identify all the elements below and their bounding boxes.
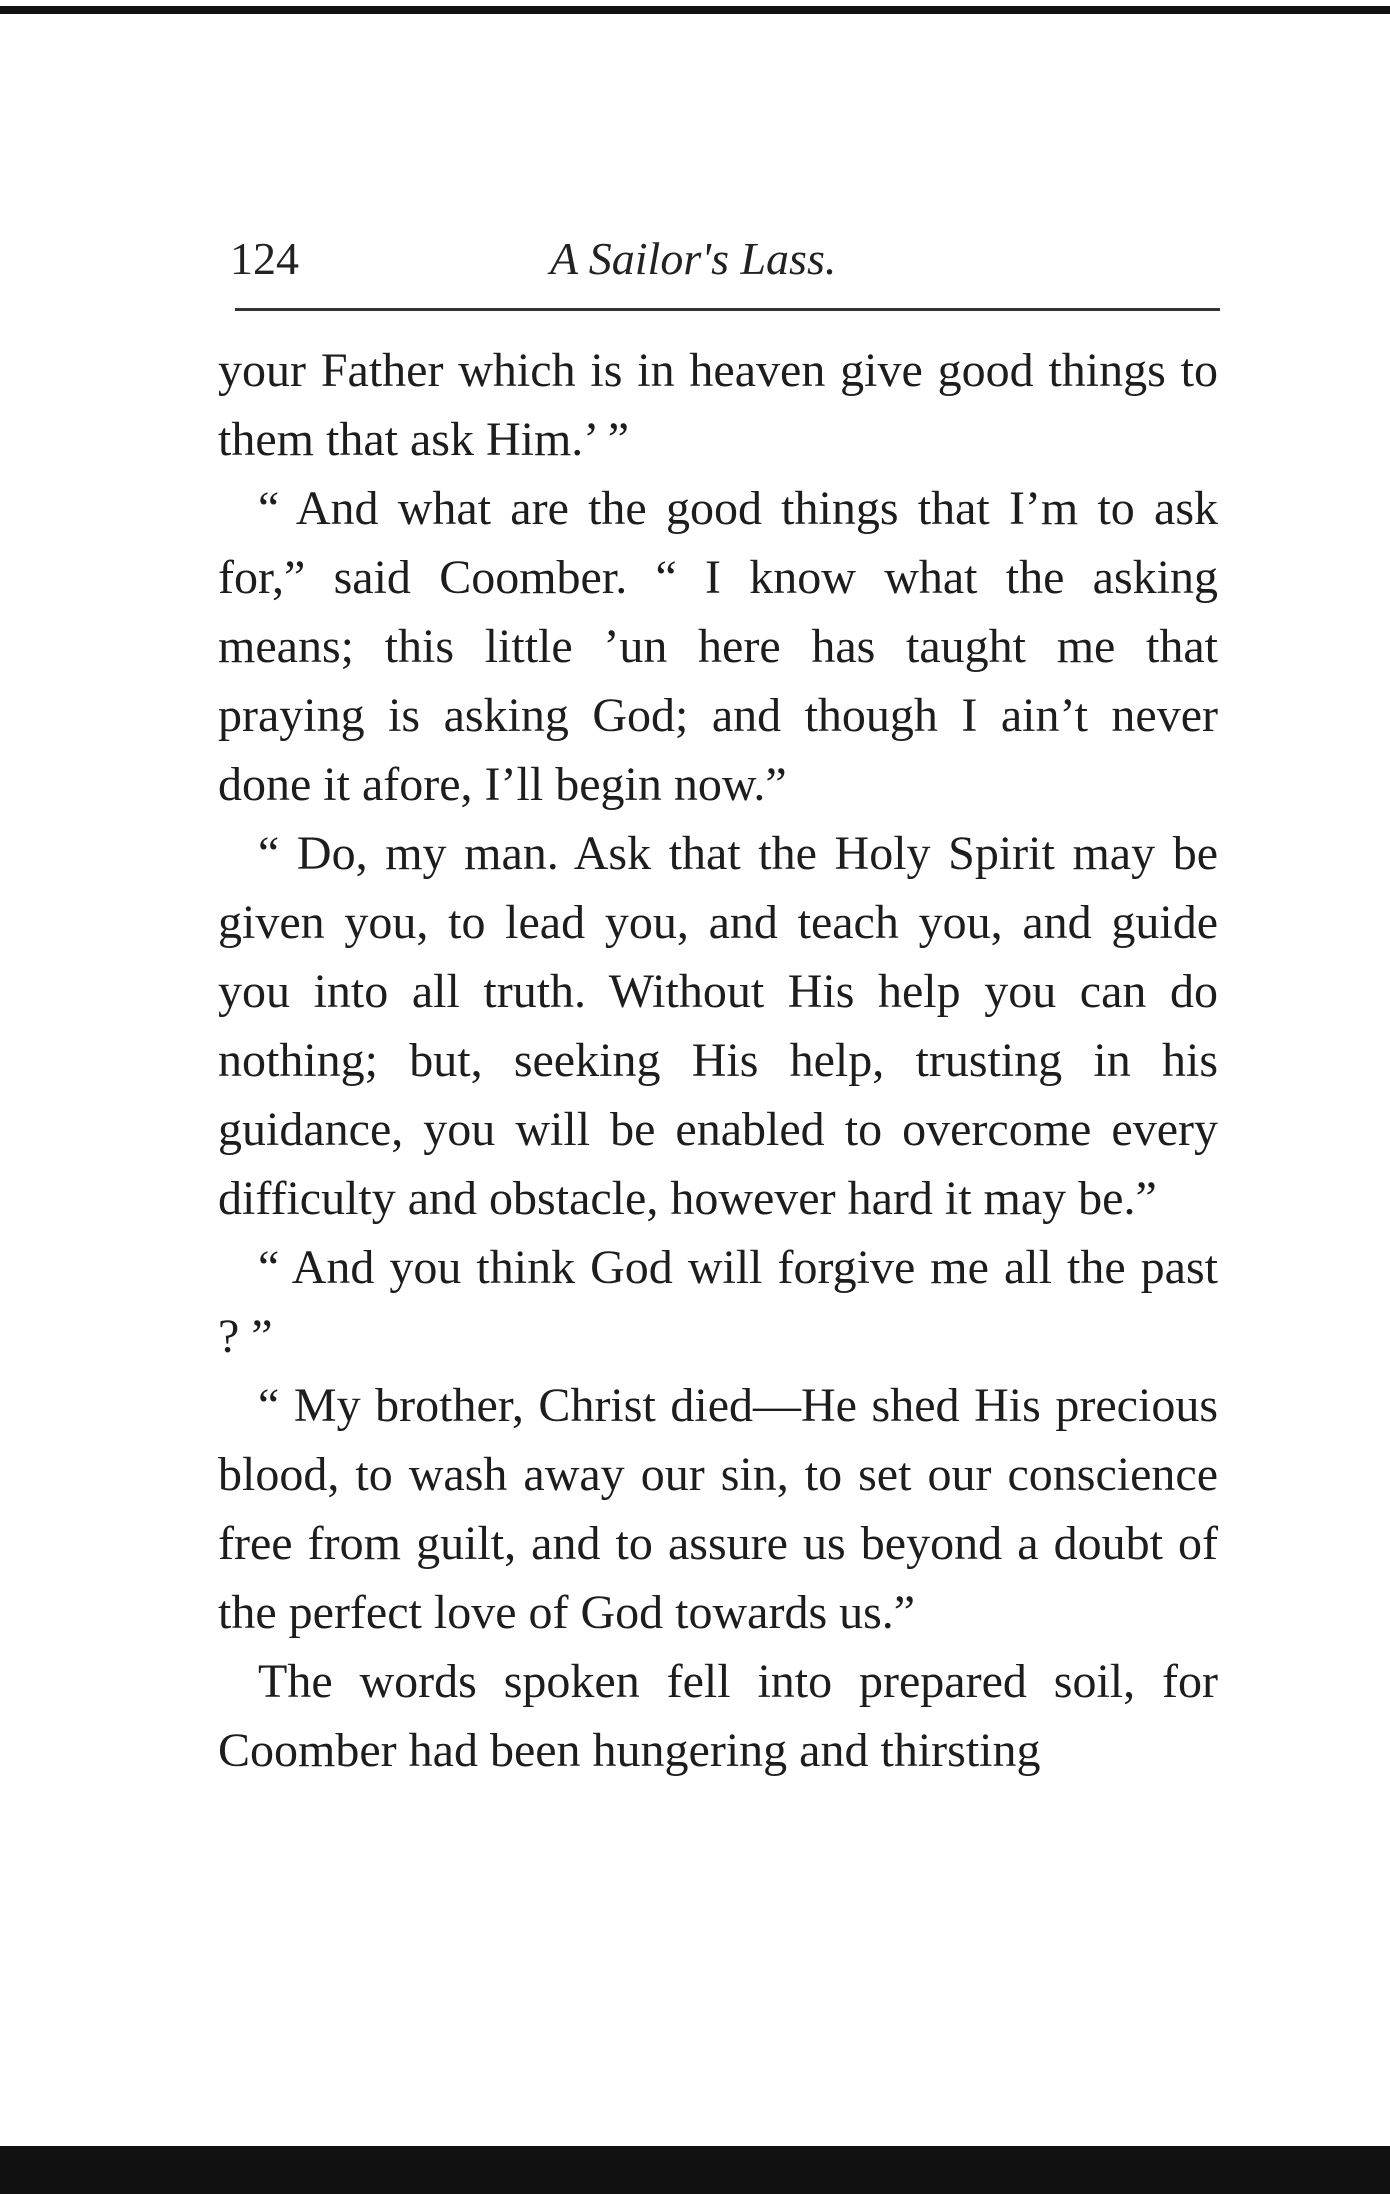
book-title: A Sailor's Lass. (550, 233, 837, 284)
header-rule (235, 308, 1220, 311)
paragraph: “ And what are the good things that I’m to ask for,” said Coomber. “ I know what the asking means; this little ’un here has taught me that praying is asking God; and though I ain’t never done it afore, I’ll begin now.” (218, 482, 1218, 811)
running-head (230, 220, 1220, 290)
top-scan-border (0, 6, 1390, 14)
bottom-scan-border (0, 2146, 1390, 2194)
body-text (218, 336, 1218, 1785)
paragraph: your Father which is in heaven give good things to them that ask Him.’ ” (218, 344, 1218, 466)
paragraph: “ And you think God will forgive me all the past ? ” (218, 1241, 1218, 1363)
paragraph: “ Do, my man. Ask that the Holy Spirit may be given you, to lead you, and teach you, and guide you into all truth. Without His help you can do nothing; but, seeking His help, trusting in his guidance, you will be enabled to overcome every difficulty and obstacle, however hard it may be.” (218, 827, 1218, 1225)
page-number: 124 (230, 233, 299, 284)
paragraph: “ My brother, Christ died—He shed His precious blood, to wash away our sin, to set our conscience free from guilt, and to assure us beyond a doubt of the perfect love of God towards us.” (218, 1379, 1218, 1639)
paragraph: The words spoken fell into prepared soil, for Coomber had been hungering and thirsting (218, 1655, 1218, 1777)
